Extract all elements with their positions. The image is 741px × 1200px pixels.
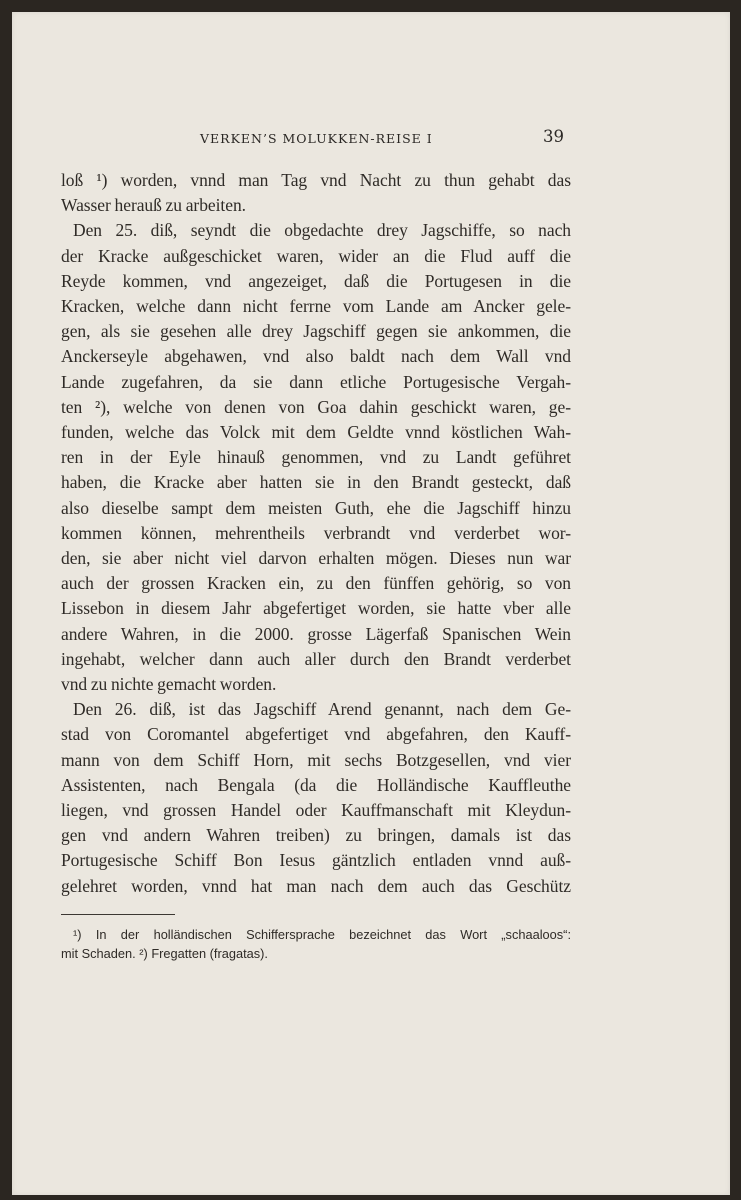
text-line: gelehret worden, vnnd hat man nach dem auch das Geschütz <box>61 875 571 896</box>
text-line: Lande zugefahren, da sie dann etliche Portugesische Vergah- <box>61 371 571 392</box>
page-number: 39 <box>543 127 564 146</box>
footnote-line: mit Schaden. ²) Fregatten (fragatas). <box>61 946 268 961</box>
body-text <box>61 168 571 899</box>
text-line: ten ²), welche von denen von Goa dahin geschickt waren, ge- <box>61 396 571 417</box>
footnote-divider <box>61 914 175 915</box>
text-line: Portugesische Schiff Bon Iesus gäntzlich entladen vnnd auß- <box>61 850 571 871</box>
text-line: liegen, vnd grossen Handel oder Kauffmanschaft mit Kleydun- <box>61 800 571 821</box>
footnote-line: ¹) In der holländischen Schiffersprache bezeichnet das Wort „schaaloos“: <box>73 927 571 942</box>
text-line: haben, die Kracke aber hatten sie in den Brandt gesteckt, daß <box>61 472 571 493</box>
book-page <box>12 12 730 1195</box>
text-line: Wasser herauß zu arbeiten. <box>61 195 246 216</box>
page-header <box>12 124 730 150</box>
text-line: Lissebon in diesem Jahr abgefertiget worden, sie hatte vber alle <box>61 598 571 619</box>
text-line: Kracken, welche dann nicht ferrne vom Lande am Ancker gele- <box>61 296 571 317</box>
text-line: Den 25. diß, seyndt die obgedachte drey Jagschiffe, so nach <box>73 220 571 241</box>
text-line: funden, welche das Volck mit dem Geldte vnnd köstlichen Wah- <box>61 422 571 443</box>
text-line: auch der grossen Kracken ein, zu den fünffen gehörig, so von <box>61 573 571 594</box>
text-line: der Kracke außgeschicket waren, wider an die Flud auff die <box>61 245 571 266</box>
text-line: Assistenten, nach Bengala (da die Holländische Kauffleuthe <box>61 774 571 795</box>
text-line: Anckerseyle abgehawen, vnd also baldt nach dem Wall vnd <box>61 346 571 367</box>
text-line: gen, als sie gesehen alle drey Jagschiff gegen sie ankommen, die <box>61 321 571 342</box>
text-line: andere Wahren, in die 2000. grosse Lägerfaß Spanischen Wein <box>61 623 571 644</box>
running-title: VERKEN’S MOLUKKEN-REISE I <box>200 131 433 146</box>
text-line: kommen können, mehrentheils verbrandt vnd verderbet wor- <box>61 522 571 543</box>
text-line: mann von dem Schiff Horn, mit sechs Botzgesellen, vnd vier <box>61 749 571 770</box>
text-line: vnd zu nichte gemacht worden. <box>61 674 277 695</box>
text-line: gen vnd andern Wahren treiben) zu bringen, damals ist das <box>61 825 571 846</box>
text-line: also dieselbe sampt dem meisten Guth, ehe die Jagschiff hinzu <box>61 497 571 518</box>
text-line: ren in der Eyle hinauß genommen, vnd zu Landt geführet <box>61 447 571 468</box>
text-line: Den 26. diß, ist das Jagschiff Arend genannt, nach dem Ge- <box>73 699 571 720</box>
text-line: ingehabt, welcher dann auch aller durch den Brandt verderbet <box>61 648 571 669</box>
text-line: stad von Coromantel abgefertiget vnd abgefahren, den Kauff- <box>61 724 571 745</box>
text-line: Reyde kommen, vnd angezeiget, daß die Portugesen in die <box>61 270 571 291</box>
footnotes <box>61 925 571 963</box>
text-line: den, sie aber nicht viel darvon erhalten mögen. Dieses nun war <box>61 548 571 569</box>
text-line: loß ¹) worden, vnnd man Tag vnd Nacht zu thun gehabt das <box>61 170 571 190</box>
